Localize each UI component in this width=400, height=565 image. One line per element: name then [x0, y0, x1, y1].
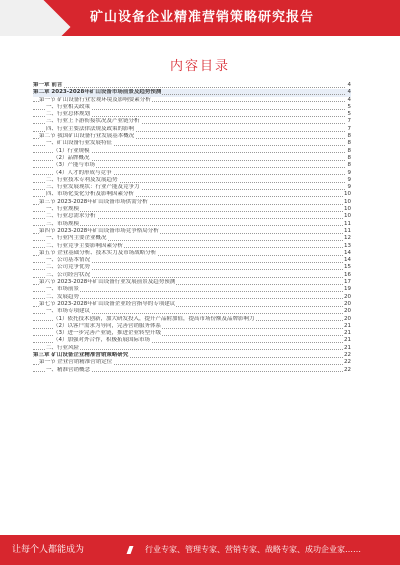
- toc-entry[interactable]: [33, 148, 351, 155]
- footer-slogan-right: 行业专家、管理专家、营销专家、战略专家、成功企业家……: [145, 545, 361, 554]
- header-decoration-light: [0, 0, 70, 36]
- toc-entry-page: 9: [347, 176, 351, 183]
- toc-entry-text: 二、发展趋势: [46, 293, 80, 300]
- toc-entry[interactable]: [33, 264, 351, 271]
- toc-entry[interactable]: [33, 104, 351, 111]
- toc-entry[interactable]: [33, 221, 351, 228]
- toc-entry-text: 一、精准营销概念: [46, 366, 91, 373]
- toc-entry-page: 4: [347, 89, 351, 96]
- toc-entry-page: 8: [347, 147, 351, 154]
- toc-entry-text: 第四节 2023-2028年矿山设备市场竞争格局分析: [39, 227, 159, 234]
- toc-entry-page: 7: [347, 125, 351, 132]
- toc-entry-page: 21: [344, 322, 351, 329]
- toc-entry[interactable]: [33, 359, 351, 366]
- toc-entry[interactable]: [33, 97, 351, 104]
- toc-entry-text: 三、市场规模: [46, 220, 80, 227]
- toc-entry-page: 8: [347, 154, 351, 161]
- toc-entry[interactable]: [33, 177, 351, 184]
- toc-entry[interactable]: [33, 206, 351, 213]
- toc-entry-page: 9: [347, 169, 351, 176]
- toc-entry-text: 第二章 2023-2028年矿山设备市场前景及趋势预测: [33, 89, 162, 96]
- toc-entry-text: 二、行业总需求分析: [46, 213, 96, 220]
- toc-entry-text: 第五节 企业基础分析、技术实力及市场战略分析: [39, 249, 157, 256]
- toc-entry[interactable]: [33, 286, 351, 293]
- toc-entry-text: 第一节 矿山设备行业宏观环境及影响要素分析: [39, 96, 151, 103]
- toc-entry-text: （4）人才的形成与竞争: [53, 169, 112, 176]
- toc-leader-dots: [33, 87, 345, 88]
- toc-entry[interactable]: [33, 126, 351, 133]
- toc-entry-text: （1）依托技术创新，加大研发投入，提升产品附加值，提高市场份额及品牌影响力: [53, 315, 255, 322]
- toc-entry-text: （1）行业规模: [53, 147, 90, 154]
- toc-entry-page: 14: [344, 257, 351, 264]
- toc-entry[interactable]: [33, 323, 351, 330]
- toc-entry[interactable]: [33, 162, 351, 169]
- toc-entry[interactable]: [33, 191, 351, 198]
- toc-entry-page: 17: [344, 279, 351, 286]
- toc-entry-text: 二、行业总体规划: [46, 111, 91, 118]
- toc-entry-text: （2）品牌概况: [53, 154, 90, 161]
- toc-entry-page: 10: [344, 213, 351, 220]
- toc-entry-page: 21: [344, 344, 351, 351]
- toc-entry-text: （2）以客户需求为导向，完善营销服务体系: [53, 322, 162, 329]
- toc-entry[interactable]: [33, 140, 351, 147]
- toc-entry-page: 19: [344, 286, 351, 293]
- toc-entry[interactable]: [33, 170, 351, 177]
- toc-entry-page: 9: [347, 184, 351, 191]
- toc-entry-page: 20: [344, 315, 351, 322]
- toc-entry[interactable]: [33, 337, 351, 344]
- toc-entry[interactable]: [33, 199, 351, 206]
- toc-entry-page: 5: [347, 103, 351, 110]
- toc-entry[interactable]: [33, 352, 351, 359]
- toc-entry-text: 一、矿山设备行业发展特征: [46, 140, 113, 147]
- toc-entry[interactable]: [33, 250, 351, 257]
- toc-entry-page: 8: [347, 162, 351, 169]
- toc-entry-text: 二、公司竞争优势: [46, 264, 91, 271]
- toc-entry[interactable]: [33, 308, 351, 315]
- toc-entry-text: （3）产能与市场: [53, 162, 95, 169]
- toc-entry-text: 一、行业相关政策: [46, 103, 91, 110]
- toc-entry-text: 第六节 2023-2028年矿山设备行业发展前景及趋势预测: [39, 279, 176, 286]
- toc-entry[interactable]: [33, 345, 351, 352]
- toc-entry[interactable]: [33, 367, 351, 374]
- toc-entry-text: 一、市场专项建议: [46, 308, 91, 315]
- toc-entry-text: 三、行业发展现状：行业产能及竞争力: [46, 184, 140, 191]
- toc-entry-text: 三、公司经营状况: [46, 271, 91, 278]
- toc-entry[interactable]: [33, 82, 351, 89]
- toc-entry-page: 11: [344, 220, 351, 227]
- toc-heading: 内容目录: [169, 59, 230, 74]
- toc-entry-text: （3）进一步完善产业链，推进企业转型升级: [53, 330, 162, 337]
- toc-entry[interactable]: [33, 279, 351, 286]
- toc-entry[interactable]: [33, 301, 351, 308]
- toc-entry[interactable]: [33, 235, 351, 242]
- toc-entry[interactable]: [33, 243, 351, 250]
- toc-entry-page: 20: [344, 293, 351, 300]
- toc-entry-page: 10: [344, 191, 351, 198]
- footer-slogan-left: 让每个人都能成为: [12, 545, 85, 555]
- toc-entry-text: 第二节 我国矿山设备行业发展基本概况: [39, 133, 135, 140]
- toc-entry-page: 10: [344, 206, 351, 213]
- toc-entry-page: 22: [344, 366, 351, 373]
- toc-entry[interactable]: [33, 213, 351, 220]
- report-title: 矿山设备企业精准营销策略研究报告: [90, 10, 315, 25]
- toc-entry[interactable]: [33, 133, 351, 140]
- toc-entry-page: 11: [344, 227, 351, 234]
- toc-entry-text: 四、行业主要法律法规及政策的影响: [46, 125, 135, 132]
- toc-entry[interactable]: [33, 89, 351, 96]
- toc-entry-page: 14: [344, 249, 351, 256]
- toc-entry-text: 四、市场化变化分析及影响因素分析: [46, 191, 135, 198]
- toc-entry-page: 10: [344, 198, 351, 205]
- toc-entry-page: 15: [344, 264, 351, 271]
- toc-entry-page: 8: [347, 133, 351, 140]
- table-of-contents: [33, 82, 351, 374]
- toc-entry[interactable]: [33, 155, 351, 162]
- toc-entry-text: （4）加强对外合作，积极拓展国际市场: [53, 337, 151, 344]
- toc-entry-page: 22: [344, 351, 351, 358]
- toc-entry[interactable]: [33, 330, 351, 337]
- toc-entry[interactable]: [33, 228, 351, 235]
- toc-entry-text: 第一节 企业营销精准营销定位: [39, 359, 113, 366]
- toc-entry-page: 20: [344, 308, 351, 315]
- toc-entry-text: 第三节 2023-2028年矿山设备市场供需分析: [39, 198, 148, 205]
- toc-entry-page: 4: [347, 82, 351, 88]
- toc-entry[interactable]: [33, 272, 351, 279]
- toc-entry-page: 21: [344, 330, 351, 337]
- toc-entry[interactable]: [33, 111, 351, 118]
- toc-entry[interactable]: [33, 316, 351, 323]
- toc-entry-page: 4: [347, 96, 351, 103]
- toc-entry[interactable]: [33, 184, 351, 191]
- toc-entry-text: 二、行业技术专利及发展趋势: [46, 176, 118, 183]
- toc-entry-text: 第三章 矿山设备企业精准营销策略研究: [33, 351, 129, 358]
- toc-entry-page: 21: [344, 337, 351, 344]
- toc-entry-page: 8: [347, 140, 351, 147]
- toc-entry-text: 一、行业规模: [46, 206, 80, 213]
- toc-entry-page: 20: [344, 300, 351, 307]
- toc-entry-page: 16: [344, 271, 351, 278]
- toc-entry[interactable]: [33, 294, 351, 301]
- toc-entry-page: 12: [344, 235, 351, 242]
- toc-entry-page: 7: [347, 118, 351, 125]
- toc-entry-text: 三、行业上下游衔接状况及产业链分析: [46, 118, 140, 125]
- toc-entry-page: 5: [347, 111, 351, 118]
- toc-entry-text: 二、行业风险: [46, 344, 80, 351]
- toc-entry[interactable]: [33, 118, 351, 125]
- report-footer: [0, 535, 400, 565]
- toc-entry-text: 一、公司基本情况: [46, 257, 91, 264]
- toc-entry-text: 第一章 前言: [33, 82, 63, 88]
- footer-separator: [127, 546, 134, 554]
- toc-entry-text: 二、行业竞争主要影响因素分析: [46, 242, 124, 249]
- toc-entry-text: 第七节 2023-2028年矿山设备企业经营指导的专项建议: [39, 300, 176, 307]
- toc-entry[interactable]: [33, 257, 351, 264]
- report-header: [0, 0, 400, 36]
- toc-entry-text: 一、市场前景: [46, 286, 80, 293]
- toc-entry-text: 一、行业内主要企业概况: [46, 235, 107, 242]
- toc-entry-page: 22: [344, 359, 351, 366]
- toc-entry-page: 13: [344, 242, 351, 249]
